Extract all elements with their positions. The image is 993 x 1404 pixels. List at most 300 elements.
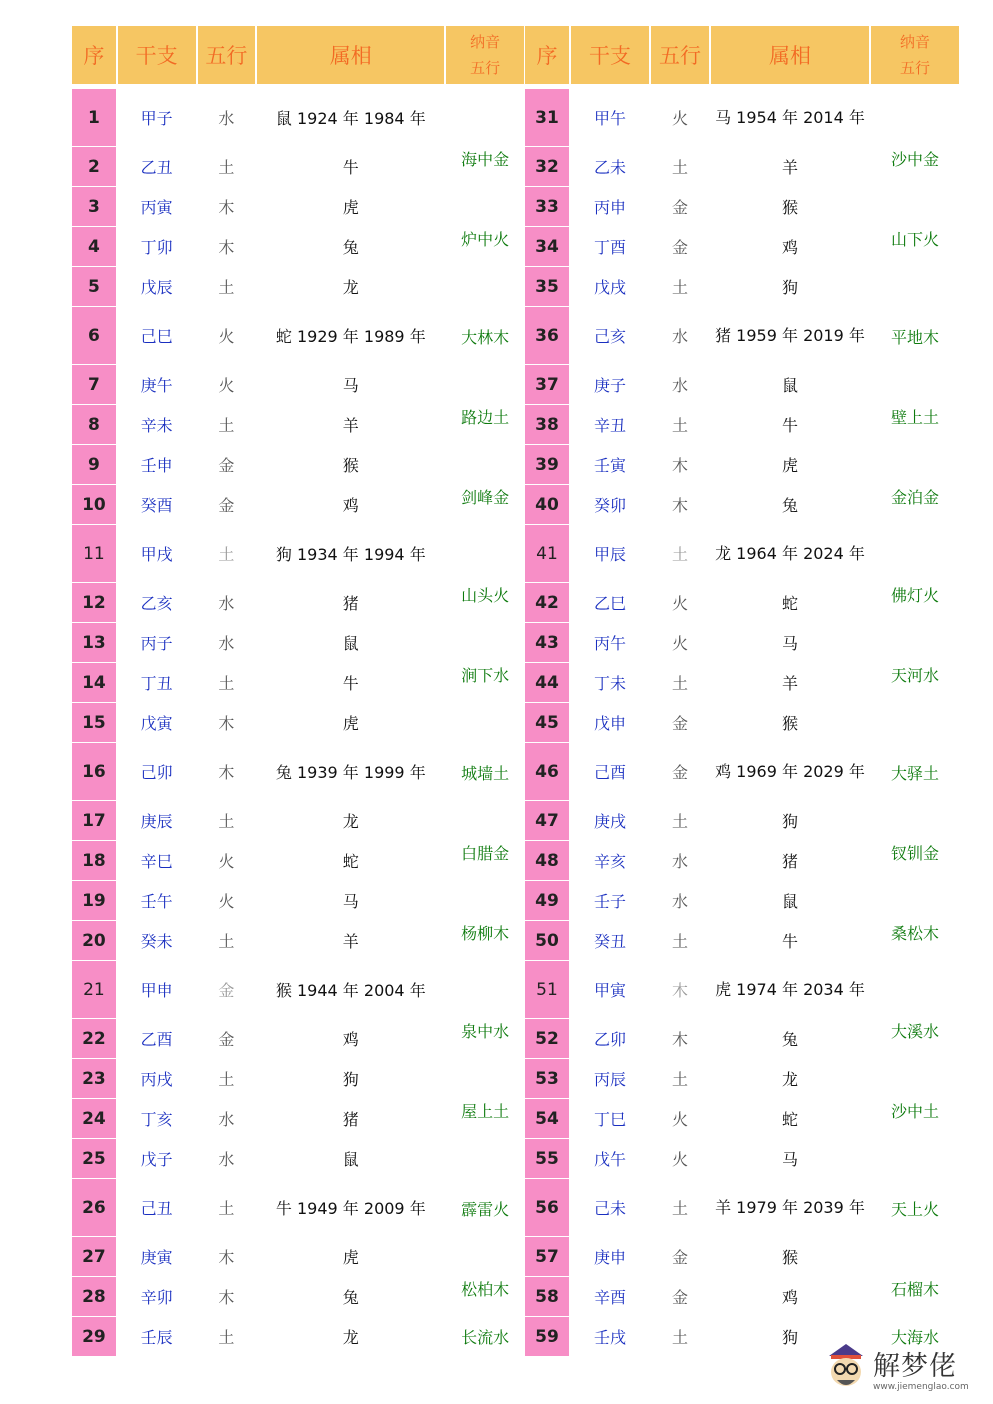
shuxiang-cell: 狗 (711, 266, 869, 306)
shuxiang-cell: 狗 (257, 1058, 444, 1098)
seq-cell: 9 (72, 444, 116, 484)
ganzhi-cell: 辛酉 (571, 1276, 649, 1316)
shuxiang-cell: 龙 (711, 1058, 869, 1098)
watermark-brand: 解梦佬 (873, 1351, 957, 1382)
ganzhi-cell: 己丑 (118, 1178, 196, 1236)
seq-cell: 45 (525, 702, 569, 742)
wuxing-cell: 金 (651, 186, 709, 226)
seq-cell: 13 (72, 622, 116, 662)
seq-cell: 52 (525, 1018, 569, 1058)
ganzhi-table-right (523, 26, 961, 1356)
shuxiang-cell: 龙 (257, 266, 444, 306)
shuxiang-cell: 鼠 (711, 364, 869, 404)
nayin-cell: 沙中土 (871, 1058, 959, 1138)
wuxing-cell: 木 (198, 186, 256, 226)
ganzhi-cell: 癸卯 (571, 484, 649, 524)
wuxing-cell: 金 (198, 444, 256, 484)
shuxiang-cell: 鸡 (711, 226, 869, 266)
table-row (525, 186, 959, 226)
nayin-cell: 天上火 (871, 1138, 959, 1236)
nayin-cell: 金泊金 (871, 444, 959, 524)
nayin-cell: 泉中水 (446, 960, 524, 1058)
ganzhi-cell: 辛巳 (118, 840, 196, 880)
wuxing-cell: 水 (651, 840, 709, 880)
wuxing-cell: 土 (651, 146, 709, 186)
table-row (72, 622, 524, 662)
header-row (525, 26, 959, 88)
seq-cell: 32 (525, 146, 569, 186)
shuxiang-cell: 蛇 (711, 1098, 869, 1138)
ganzhi-cell: 乙巳 (571, 582, 649, 622)
nayin-cell: 剑峰金 (446, 444, 524, 524)
table-row (72, 1058, 524, 1098)
ganzhi-cell: 丙戌 (118, 1058, 196, 1098)
shuxiang-cell: 马 (257, 364, 444, 404)
table-row (525, 524, 959, 582)
seq-cell: 42 (525, 582, 569, 622)
seq-cell: 47 (525, 800, 569, 840)
shuxiang-cell: 猴 1944 年 2004 年 (257, 960, 444, 1018)
seq-cell: 57 (525, 1236, 569, 1276)
seq-cell: 33 (525, 186, 569, 226)
shuxiang-cell: 兔 (711, 1018, 869, 1058)
header-row (72, 26, 524, 88)
seq-cell: 31 (525, 88, 569, 146)
header-shuxiang: 属相 (257, 26, 444, 88)
header-nayin (446, 26, 524, 88)
ganzhi-cell: 甲辰 (571, 524, 649, 582)
wuxing-cell: 土 (198, 800, 256, 840)
wuxing-cell: 土 (651, 266, 709, 306)
nayin-cell: 海中金 (446, 88, 524, 186)
table-row (72, 364, 524, 404)
ganzhi-cell: 辛亥 (571, 840, 649, 880)
ganzhi-cell: 戊戌 (571, 266, 649, 306)
wuxing-cell: 火 (651, 582, 709, 622)
shuxiang-cell: 鼠 (257, 1138, 444, 1178)
wuxing-cell: 火 (651, 88, 709, 146)
seq-cell: 34 (525, 226, 569, 266)
wuxing-cell: 水 (198, 1098, 256, 1138)
shuxiang-cell: 龙 1964 年 2024 年 (711, 524, 869, 582)
ganzhi-cell: 甲午 (571, 88, 649, 146)
wuxing-cell: 火 (198, 880, 256, 920)
nayin-cell: 长流水 (446, 1316, 524, 1356)
ganzhi-table-left (70, 26, 526, 1356)
shuxiang-cell: 羊 (257, 920, 444, 960)
ganzhi-cell: 壬戌 (571, 1316, 649, 1356)
shuxiang-cell: 狗 (711, 800, 869, 840)
shuxiang-cell: 猴 (711, 702, 869, 742)
table-row (72, 524, 524, 582)
nayin-cell: 桑松木 (871, 880, 959, 960)
seq-cell: 24 (72, 1098, 116, 1138)
ganzhi-cell: 壬申 (118, 444, 196, 484)
table-row (525, 88, 959, 146)
wuxing-cell: 土 (651, 662, 709, 702)
shuxiang-cell: 猴 (711, 1236, 869, 1276)
ganzhi-cell: 丁巳 (571, 1098, 649, 1138)
table-row (525, 1236, 959, 1276)
seq-cell: 38 (525, 404, 569, 444)
ganzhi-cell: 壬午 (118, 880, 196, 920)
header-nayin (871, 26, 959, 88)
wuxing-cell: 木 (198, 226, 256, 266)
ganzhi-cell: 甲子 (118, 88, 196, 146)
seq-cell: 56 (525, 1178, 569, 1236)
wuxing-cell: 土 (198, 920, 256, 960)
shuxiang-cell: 猴 (257, 444, 444, 484)
table-row (72, 880, 524, 920)
wuxing-cell: 火 (651, 1138, 709, 1178)
wuxing-cell: 火 (651, 622, 709, 662)
shuxiang-cell: 虎 (257, 186, 444, 226)
seq-cell: 3 (72, 186, 116, 226)
header-ganzhi: 干支 (118, 26, 196, 88)
wuxing-cell: 水 (651, 880, 709, 920)
nayin-cell: 松柏木 (446, 1236, 524, 1316)
seq-cell: 10 (72, 484, 116, 524)
header-nayin-line1: 纳音 (470, 33, 501, 51)
header-seq: 序 (72, 26, 116, 88)
shuxiang-cell: 狗 (711, 1316, 869, 1356)
table-row (525, 800, 959, 840)
header-nayin-line2: 五行 (899, 59, 930, 77)
table-row (525, 364, 959, 404)
ganzhi-cell: 壬寅 (571, 444, 649, 484)
ganzhi-cell: 戊子 (118, 1138, 196, 1178)
table-row (72, 88, 524, 146)
ganzhi-cell: 丁丑 (118, 662, 196, 702)
shuxiang-cell: 兔 1939 年 1999 年 (257, 742, 444, 800)
seq-cell: 12 (72, 582, 116, 622)
shuxiang-cell: 兔 (711, 484, 869, 524)
seq-cell: 29 (72, 1316, 116, 1356)
table-body-left (72, 88, 524, 1356)
seq-cell: 6 (72, 306, 116, 364)
ganzhi-cell: 庚辰 (118, 800, 196, 840)
wuxing-cell: 土 (651, 1178, 709, 1236)
header-shuxiang: 属相 (711, 26, 869, 88)
table-row (525, 1058, 959, 1098)
shuxiang-cell: 鼠 (711, 880, 869, 920)
header-seq: 序 (525, 26, 569, 88)
shuxiang-cell: 虎 (257, 702, 444, 742)
shuxiang-cell: 马 (257, 880, 444, 920)
wuxing-cell: 土 (198, 662, 256, 702)
ganzhi-cell: 庚午 (118, 364, 196, 404)
nayin-cell: 炉中火 (446, 186, 524, 266)
wuxing-cell: 木 (651, 960, 709, 1018)
shuxiang-cell: 羊 1979 年 2039 年 (711, 1178, 869, 1236)
seq-cell: 15 (72, 702, 116, 742)
seq-cell: 23 (72, 1058, 116, 1098)
shuxiang-cell: 虎 1974 年 2034 年 (711, 960, 869, 1018)
wuxing-cell: 土 (198, 1058, 256, 1098)
nayin-cell: 天河水 (871, 622, 959, 702)
shuxiang-cell: 蛇 (711, 582, 869, 622)
shuxiang-cell: 鸡 (257, 1018, 444, 1058)
nayin-cell: 钗钏金 (871, 800, 959, 880)
header-nayin-line2: 五行 (470, 59, 501, 77)
wuxing-cell: 土 (198, 146, 256, 186)
nayin-cell: 石榴木 (871, 1236, 959, 1316)
ganzhi-cell: 戊寅 (118, 702, 196, 742)
table-row (525, 880, 959, 920)
ganzhi-cell: 己巳 (118, 306, 196, 364)
shuxiang-cell: 鼠 (257, 622, 444, 662)
shuxiang-cell: 猪 (257, 582, 444, 622)
wuxing-cell: 金 (198, 1018, 256, 1058)
ganzhi-cell: 戊午 (571, 1138, 649, 1178)
seq-cell: 7 (72, 364, 116, 404)
seq-cell: 2 (72, 146, 116, 186)
nayin-cell: 平地木 (871, 266, 959, 364)
shuxiang-cell: 猪 1959 年 2019 年 (711, 306, 869, 364)
ganzhi-cell: 丁未 (571, 662, 649, 702)
header-wuxing: 五行 (651, 26, 709, 88)
shuxiang-cell: 虎 (711, 444, 869, 484)
wuxing-cell: 火 (198, 840, 256, 880)
nayin-cell: 大溪水 (871, 960, 959, 1058)
table-row (525, 1138, 959, 1178)
seq-cell: 50 (525, 920, 569, 960)
wuxing-cell: 金 (651, 702, 709, 742)
ganzhi-cell: 甲戌 (118, 524, 196, 582)
ganzhi-cell: 己酉 (571, 742, 649, 800)
ganzhi-cell: 丁亥 (118, 1098, 196, 1138)
shuxiang-cell: 羊 (711, 146, 869, 186)
table-body-right (525, 88, 959, 1356)
ganzhi-cell: 丙寅 (118, 186, 196, 226)
seq-cell: 35 (525, 266, 569, 306)
ganzhi-cell: 戊申 (571, 702, 649, 742)
shuxiang-cell: 马 (711, 1138, 869, 1178)
wuxing-cell: 土 (651, 524, 709, 582)
header-ganzhi: 干支 (571, 26, 649, 88)
wuxing-cell: 火 (651, 1098, 709, 1138)
ganzhi-cell: 乙酉 (118, 1018, 196, 1058)
ganzhi-cell: 己未 (571, 1178, 649, 1236)
nayin-cell: 大驿土 (871, 702, 959, 800)
nayin-cell: 山头火 (446, 524, 524, 622)
wuxing-cell: 土 (198, 1178, 256, 1236)
seq-cell: 49 (525, 880, 569, 920)
wuxing-cell: 木 (198, 1276, 256, 1316)
nayin-cell: 路边土 (446, 364, 524, 444)
ganzhi-cell: 丙子 (118, 622, 196, 662)
ganzhi-cell: 甲寅 (571, 960, 649, 1018)
ganzhi-cell: 丁卯 (118, 226, 196, 266)
table-row (72, 800, 524, 840)
seq-cell: 48 (525, 840, 569, 880)
wuxing-cell: 水 (651, 306, 709, 364)
ganzhi-cell: 壬辰 (118, 1316, 196, 1356)
shuxiang-cell: 牛 1949 年 2009 年 (257, 1178, 444, 1236)
wuxing-cell: 水 (198, 582, 256, 622)
nayin-cell: 杨柳木 (446, 880, 524, 960)
mascot-icon (823, 1338, 869, 1394)
seq-cell: 17 (72, 800, 116, 840)
seq-cell: 4 (72, 226, 116, 266)
table-row (525, 702, 959, 742)
seq-cell: 43 (525, 622, 569, 662)
ganzhi-cell: 壬子 (571, 880, 649, 920)
shuxiang-cell: 牛 (257, 146, 444, 186)
shuxiang-cell: 虎 (257, 1236, 444, 1276)
seq-cell: 21 (72, 960, 116, 1018)
wuxing-cell: 土 (651, 1316, 709, 1356)
shuxiang-cell: 猪 (257, 1098, 444, 1138)
shuxiang-cell: 马 1954 年 2014 年 (711, 88, 869, 146)
ganzhi-cell: 庚申 (571, 1236, 649, 1276)
seq-cell: 20 (72, 920, 116, 960)
shuxiang-cell: 狗 1934 年 1994 年 (257, 524, 444, 582)
wuxing-cell: 木 (198, 1236, 256, 1276)
table-row (72, 702, 524, 742)
ganzhi-cell: 己卯 (118, 742, 196, 800)
ganzhi-cell: 庚子 (571, 364, 649, 404)
table-row (72, 1138, 524, 1178)
nayin-cell: 大海水 (871, 1316, 959, 1356)
ganzhi-cell: 丁酉 (571, 226, 649, 266)
wuxing-cell: 金 (651, 1276, 709, 1316)
ganzhi-cell: 丙午 (571, 622, 649, 662)
wuxing-cell: 土 (198, 1316, 256, 1356)
wuxing-cell: 水 (198, 622, 256, 662)
shuxiang-cell: 鸡 (711, 1276, 869, 1316)
wuxing-cell: 土 (651, 800, 709, 840)
header-wuxing: 五行 (198, 26, 256, 88)
ganzhi-cell: 癸酉 (118, 484, 196, 524)
nayin-cell: 山下火 (871, 186, 959, 266)
seq-cell: 40 (525, 484, 569, 524)
ganzhi-cell: 戊辰 (118, 266, 196, 306)
header-nayin-line1: 纳音 (899, 33, 930, 51)
wuxing-cell: 金 (651, 226, 709, 266)
wuxing-cell: 木 (651, 484, 709, 524)
seq-cell: 59 (525, 1316, 569, 1356)
seq-cell: 37 (525, 364, 569, 404)
ganzhi-cell: 癸未 (118, 920, 196, 960)
ganzhi-cell: 庚戌 (571, 800, 649, 840)
table-row (525, 444, 959, 484)
ganzhi-cell: 丙辰 (571, 1058, 649, 1098)
shuxiang-cell: 蛇 1929 年 1989 年 (257, 306, 444, 364)
shuxiang-cell: 鸡 1969 年 2029 年 (711, 742, 869, 800)
shuxiang-cell: 龙 (257, 1316, 444, 1356)
ganzhi-cell: 乙卯 (571, 1018, 649, 1058)
seq-cell: 46 (525, 742, 569, 800)
wuxing-cell: 火 (198, 364, 256, 404)
wuxing-cell: 土 (198, 266, 256, 306)
shuxiang-cell: 兔 (257, 226, 444, 266)
wuxing-cell: 金 (651, 1236, 709, 1276)
wuxing-cell: 木 (198, 742, 256, 800)
seq-cell: 44 (525, 662, 569, 702)
seq-cell: 14 (72, 662, 116, 702)
nayin-cell: 白腊金 (446, 800, 524, 880)
wuxing-cell: 土 (198, 524, 256, 582)
seq-cell: 51 (525, 960, 569, 1018)
wuxing-cell: 木 (198, 702, 256, 742)
nayin-cell: 城墙土 (446, 702, 524, 800)
seq-cell: 55 (525, 1138, 569, 1178)
seq-cell: 19 (72, 880, 116, 920)
wuxing-cell: 火 (198, 306, 256, 364)
ganzhi-cell: 己亥 (571, 306, 649, 364)
shuxiang-cell: 蛇 (257, 840, 444, 880)
shuxiang-cell: 羊 (257, 404, 444, 444)
seq-cell: 8 (72, 404, 116, 444)
wuxing-cell: 金 (198, 484, 256, 524)
shuxiang-cell: 羊 (711, 662, 869, 702)
seq-cell: 22 (72, 1018, 116, 1058)
table-row (72, 266, 524, 306)
nayin-cell: 壁上土 (871, 364, 959, 444)
ganzhi-cell: 辛未 (118, 404, 196, 444)
ganzhi-cell: 癸丑 (571, 920, 649, 960)
nayin-cell: 涧下水 (446, 622, 524, 702)
nayin-cell: 大林木 (446, 266, 524, 364)
seq-cell: 41 (525, 524, 569, 582)
nayin-cell: 佛灯火 (871, 524, 959, 622)
seq-cell: 25 (72, 1138, 116, 1178)
seq-cell: 39 (525, 444, 569, 484)
seq-cell: 53 (525, 1058, 569, 1098)
seq-cell: 11 (72, 524, 116, 582)
ganzhi-cell: 乙丑 (118, 146, 196, 186)
ganzhi-cell: 辛丑 (571, 404, 649, 444)
nayin-cell: 沙中金 (871, 88, 959, 186)
seq-cell: 5 (72, 266, 116, 306)
table-row (72, 1316, 524, 1356)
shuxiang-cell: 鼠 1924 年 1984 年 (257, 88, 444, 146)
shuxiang-cell: 牛 (711, 404, 869, 444)
table-row (72, 186, 524, 226)
ganzhi-cell: 辛卯 (118, 1276, 196, 1316)
shuxiang-cell: 龙 (257, 800, 444, 840)
ganzhi-cell: 丙申 (571, 186, 649, 226)
seq-cell: 54 (525, 1098, 569, 1138)
ganzhi-cell: 乙未 (571, 146, 649, 186)
shuxiang-cell: 猪 (711, 840, 869, 880)
shuxiang-cell: 牛 (257, 662, 444, 702)
wuxing-cell: 水 (198, 88, 256, 146)
table-row (525, 622, 959, 662)
shuxiang-cell: 马 (711, 622, 869, 662)
wuxing-cell: 木 (651, 444, 709, 484)
wuxing-cell: 水 (651, 364, 709, 404)
wuxing-cell: 土 (651, 404, 709, 444)
seq-cell: 36 (525, 306, 569, 364)
table-row (72, 960, 524, 1018)
shuxiang-cell: 鸡 (257, 484, 444, 524)
ganzhi-cell: 甲申 (118, 960, 196, 1018)
seq-cell: 58 (525, 1276, 569, 1316)
wuxing-cell: 金 (198, 960, 256, 1018)
shuxiang-cell: 猴 (711, 186, 869, 226)
shuxiang-cell: 兔 (257, 1276, 444, 1316)
table-row (525, 960, 959, 1018)
seq-cell: 28 (72, 1276, 116, 1316)
seq-cell: 1 (72, 88, 116, 146)
wuxing-cell: 土 (651, 1058, 709, 1098)
seq-cell: 27 (72, 1236, 116, 1276)
seq-cell: 26 (72, 1178, 116, 1236)
nayin-cell: 屋上土 (446, 1058, 524, 1138)
table-row (72, 1236, 524, 1276)
